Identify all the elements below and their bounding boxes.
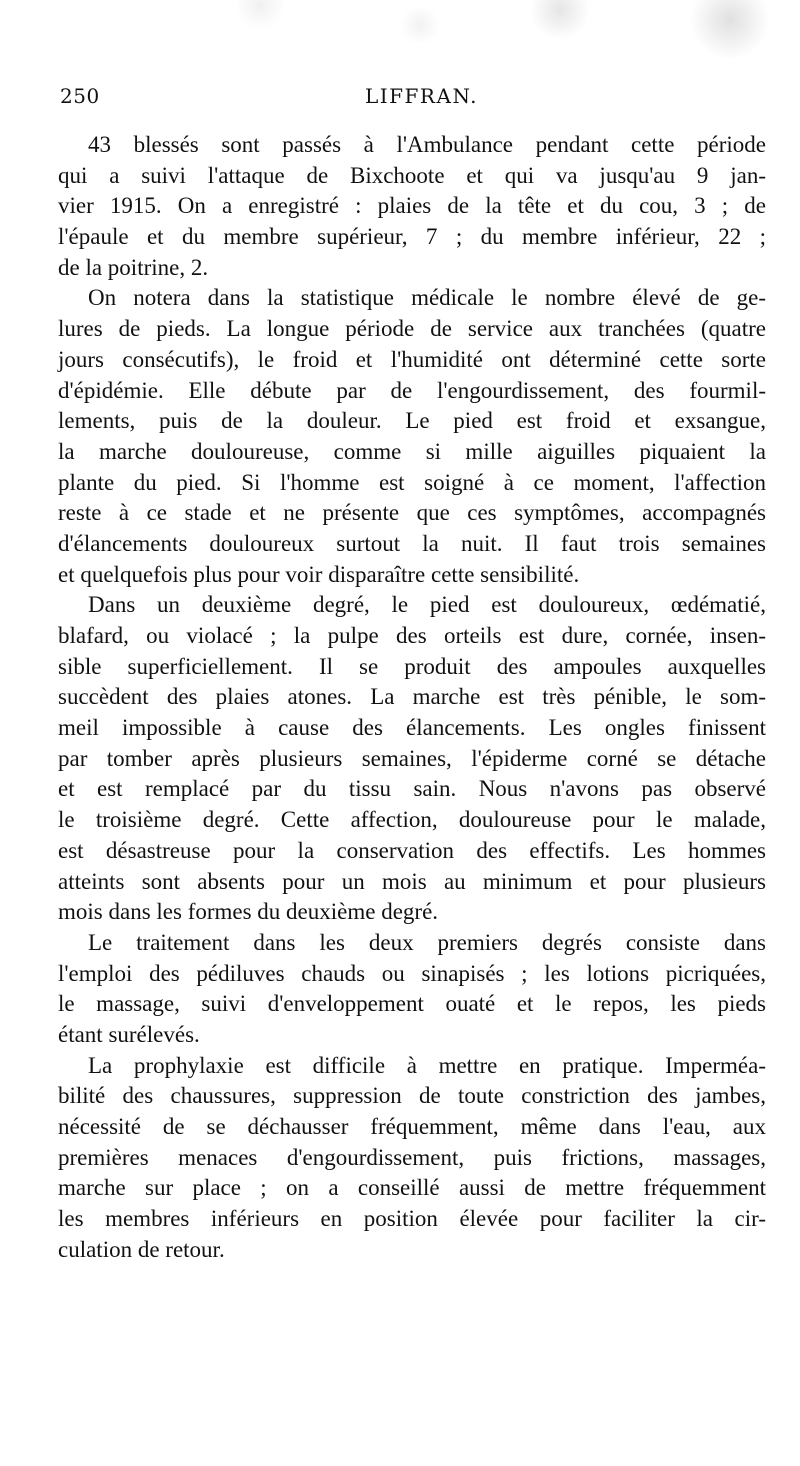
- running-head: LIFFRAN.: [365, 84, 479, 108]
- text-line: Le traitement dans les deux premiers degrés consiste dans: [88, 929, 766, 955]
- text-line: culation de retour.: [58, 1236, 225, 1262]
- text-line: succèdent des plaies atones. La marche est très pénible, le som-: [58, 684, 766, 710]
- paragraph: [58, 283, 766, 590]
- text-line: jours consécutifs), le froid et l'humidité ont déterminé cette sorte: [58, 346, 766, 372]
- text-line: vier 1915. On a enregistré : plaies de la tête et du cou, 3 ; de: [58, 193, 766, 219]
- text-line: qui a suivi l'attaque de Bixchoote et qui va jusqu'au 9 jan-: [58, 162, 766, 188]
- text-line: Dans un deuxième degré, le pied est douloureux, œdématié,: [88, 592, 766, 618]
- text-line: premières menaces d'engourdissement, puis frictions, massages,: [58, 1144, 766, 1170]
- text-line: et quelquefois plus pour voir disparaître cette sensibilité.: [58, 561, 580, 587]
- text-line: est désastreuse pour la conservation des effectifs. Les hommes: [58, 837, 766, 863]
- text-line: mois dans les formes du deuxième degré.: [58, 899, 439, 925]
- text-line: meil impossible à cause des élancements. Les ongles finissent: [58, 715, 766, 741]
- text-line: lements, puis de la douleur. Le pied est froid et exsangue,: [58, 408, 766, 434]
- text-line: la marche douloureuse, comme si mille aiguilles piquaient la: [58, 438, 766, 464]
- scan-noise: [0, 0, 800, 60]
- text-line: le troisième degré. Cette affection, douloureuse pour le malade,: [58, 807, 766, 833]
- text-line: atteints sont absents pour un mois au minimum et pour plusieurs: [58, 868, 766, 894]
- page-number: 250: [60, 84, 100, 108]
- text-line: d'élancements douloureux surtout la nuit. Il faut trois semaines: [58, 530, 766, 556]
- text-line: marche sur place ; on a conseillé aussi de mettre fréquemment: [58, 1175, 766, 1201]
- page-header: [60, 84, 760, 124]
- text-line: La prophylaxie est difficile à mettre en pratique. Imperméa-: [88, 1052, 766, 1078]
- text-line: plante du pied. Si l'homme est soigné à ce moment, l'affection: [58, 469, 766, 495]
- paragraph: [58, 928, 766, 1051]
- text-line: l'emploi des pédiluves chauds ou sinapisés ; les lotions picriquées,: [58, 960, 766, 986]
- text-line: lures de pieds. La longue période de service aux tranchées (quatre: [58, 316, 766, 342]
- text-line: étant surélevés.: [58, 1021, 200, 1047]
- paragraph: [58, 130, 766, 283]
- text-line: nécessité de se déchausser fréquemment, même dans l'eau, aux: [58, 1114, 766, 1139]
- text-line: 43 blessés sont passés à l'Ambulance pendant cette période: [88, 132, 766, 157]
- text-line: blafard, ou violacé ; la pulpe des orteils est dure, cornée, insen-: [58, 623, 766, 648]
- text-line: par tomber après plusieurs semaines, l'épiderme corné se détache: [58, 745, 766, 771]
- paragraph: [58, 1051, 766, 1266]
- text-line: de la poitrine, 2.: [58, 254, 209, 280]
- text-line: On notera dans la statistique médicale le nombre élevé de ge-: [88, 285, 766, 311]
- text-line: reste à ce stade et ne présente que ces symptômes, accompagnés: [58, 500, 766, 526]
- text-line: le massage, suivi d'enveloppement ouaté et le repos, les pieds: [58, 991, 766, 1017]
- text-line: bilité des chaussures, suppression de toute constriction des jambes,: [58, 1083, 766, 1109]
- text-line: sible superficiellement. Il se produit des ampoules auxquelles: [58, 653, 766, 679]
- paragraph: [58, 590, 766, 928]
- text-line: l'épaule et du membre supérieur, 7 ; du membre inférieur, 22 ;: [58, 224, 766, 250]
- text-line: les membres inférieurs en position élevée pour faciliter la cir-: [58, 1206, 766, 1232]
- text-line: d'épidémie. Elle débute par de l'engourdissement, des fourmil-: [58, 377, 766, 403]
- text-line: et est remplacé par du tissu sain. Nous n'avons pas observé: [58, 776, 766, 802]
- body-text: [58, 130, 766, 1265]
